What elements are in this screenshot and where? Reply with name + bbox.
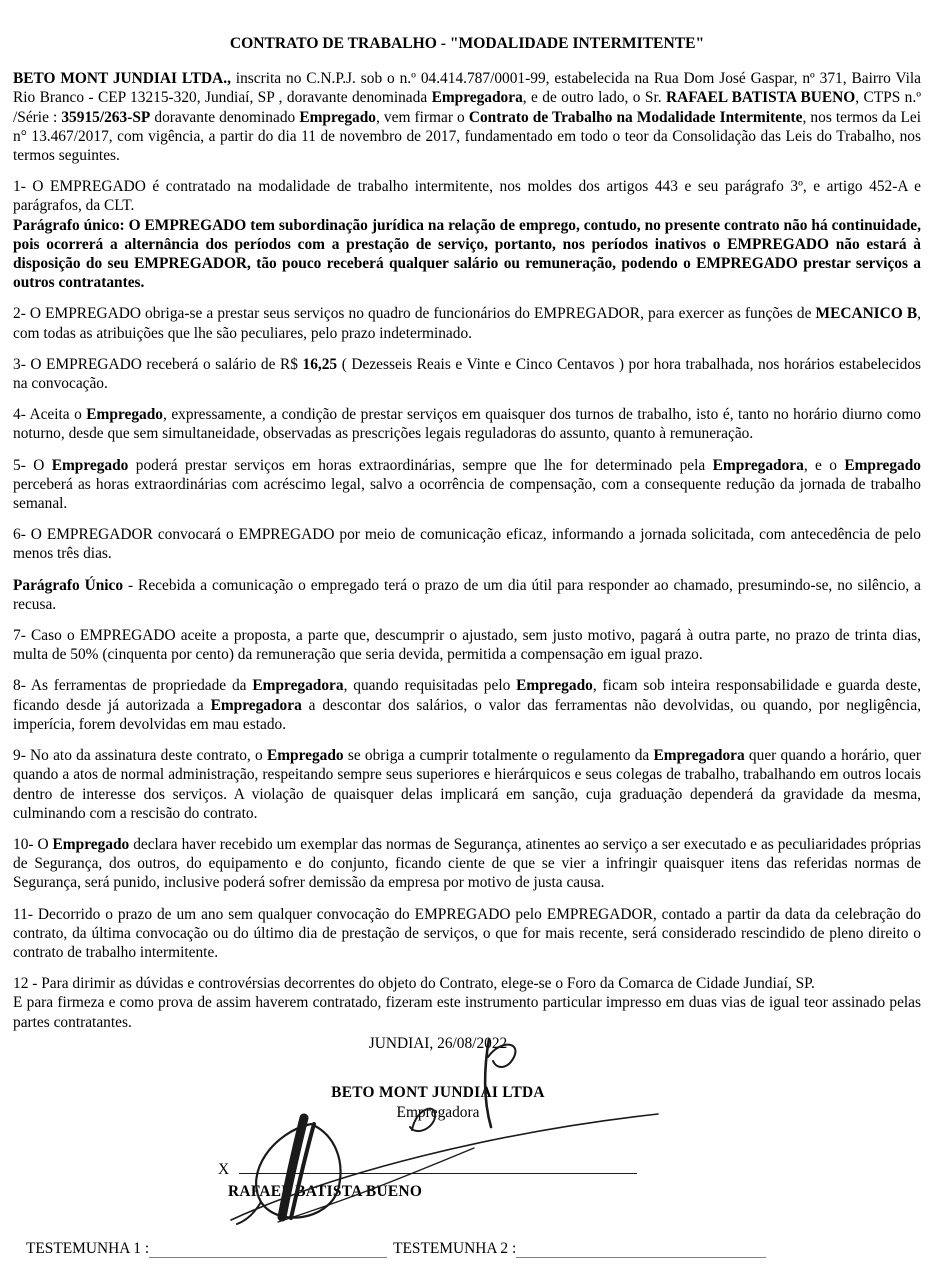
paragraph-clause-6: 6- O EMPREGADOR convocará o EMPREGADO por meio de comunicação eficaz, informando a jornada solicitada, com antecedência de pelo menos três dias.: [13, 526, 921, 563]
paragraph-clause-11: 11- Decorrido o prazo de um ano sem qualquer convocação do EMPREGADO pelo EMPREGADOR, contado a partir da data da celebração do contrato, da última convocação ou do último dia de prestação de serviços, o que for mais recente, será considerado rescindido de pleno direito o contrato de trabalho intermitente.: [13, 905, 921, 961]
paragraph-sole-1: Parágrafo único: O EMPREGADO tem subordinação jurídica na relação de emprego, contudo, no presente contrato não há continuidade, pois ocorrerá a alternância dos períodos com a prestação de serviço, portanto, nos períodos inativos o EMPREGADO não estará à disposição do seu EMPREGADOR, tão pouco receberá qualquer salário ou remuneração, podendo o EMPREGADO prestar serviços a outros contratantes.: [13, 216, 921, 292]
paragraph-clause-4: 4- Aceita o Empregado, expressamente, a condição de prestar serviços em quaisquer dos turnos de trabalho, isto é, tanto no horário diurno como noturno, desde que sem simultaneidade, observadas as prescrições legais reguladoras do assunto, quanto à remuneração.: [13, 406, 921, 443]
paragraph-clause-5: 5- O Empregado poderá prestar serviços em horas extraordinárias, sempre que lhe for determinado pela Empregadora, e o Empregado perceberá as horas extraordinárias com acréscimo legal, salvo a ocorrência de compensação, com a consequente redução da jornada de trabalho semanal.: [13, 456, 921, 513]
employee-name: RAFAEL BATISTA BUENO: [228, 1182, 423, 1200]
paragraph-intro: BETO MONT JUNDIAI LTDA., inscrita no C.N.P.J. sob o n.º 04.414.787/0001-99, estabelecida na Rua Dom José Gaspar, nº 371, Bairro Vila Rio Branco - CEP 13215-320, Jundiaí, SP , doravante denominada Empregadora, e de outro lado, o Sr. RAFAEL BATISTA BUENO, CTPS n.º /Série : 35915/263-SP doravante denominado Empregado, vem firmar o Contrato de Trabalho na Modalidade Intermitente, nos termos da Lei n° 13.467/2017, com vigência, a partir do dia 11 de novembro de 2017, fundamentado em todo o teor da Consolidação das Leis do Trabalho, nos termos seguintes.: [13, 70, 921, 165]
employee-signature-block: [218, 1158, 698, 1200]
paragraph-clause-1: 1- O EMPREGADO é contratado na modalidade de trabalho intermitente, nos moldes dos artigos 443 e seu parágrafo 3º, e artigo 452-A e parágrafos, da CLT.: [13, 178, 921, 215]
employer-company-name: BETO MONT JUNDIAI LTDA: [331, 1083, 545, 1101]
paragraph-clause-3: 3- O EMPREGADO receberá o salário de R$ 16,25 ( Dezesseis Reais e Vinte e Cinco Centavos ) por hora trabalhada, nos horários estabelecidos na convocação.: [13, 355, 922, 393]
paragraph-clause-8: 8- As ferramentas de propriedade da Empregadora, quando requisitadas pelo Empregado, ficam sob inteira responsabilidade e guarda deste, ficando desde já autorizada a Empregadora a descontar dos salários, o valor das ferramentas não devolvidas, ou quando, por negligência, imperícia, forem devolvidas em mau estado.: [13, 677, 921, 733]
paragraph-clause-9: 9- No ato da assinatura deste contrato, o Empregado se obriga a cumprir totalmente o regulamento da Empregadora quer quando a horário, quer quando a atos de normal administração, respeitando sempre seus superiores e hierárquicos e seus colegas de trabalho, trabalhando em outros locais dentro de interesse dos serviços. A violação de quaisquer delas implicará em sanção, cuja graduação dependerá da gravidade da mesma, culminando com a rescisão do contrato.: [13, 747, 921, 822]
signature-x-line: [218, 1158, 698, 1179]
date-line: JUNDIAI, 26/08/2022: [368, 1034, 508, 1052]
witness-row: [26, 1239, 904, 1258]
witness2-line: [516, 1243, 766, 1258]
document-title: CONTRATO DE TRABALHO - "MODALIDADE INTERMITENTE": [229, 35, 705, 52]
paragraph-clause-12: 12 - Para dirimir as dúvidas e controvérsias decorrentes do objeto do Contrato, elege-se o Foro da Comarca de Cidade Jundiaí, SP. E para firmeza e como prova de assim haverem contratado, fizeram este instrumento particular impresso em duas vias de igual teor assinado pelas partes contratantes.: [13, 975, 921, 1031]
closing-section: [13, 1034, 863, 1123]
paragraph-clause-2: 2- O EMPREGADO obriga-se a prestar seus serviços no quadro de funcionários do EMPREGADOR, para exercer as funções de MECANICO B, com todas as atribuições que lhe são peculiares, pelo prazo indeterminado.: [13, 305, 921, 342]
employer-role-label: Empregadora: [396, 1104, 480, 1122]
paragraph-clause-7: 7- Caso o EMPREGADO aceite a proposta, a parte que, descumprir o ajustado, sem justo motivo, pagará à outra parte, no prazo de trinta dias, multa de 50% (cinquenta por cento) da remuneração que seria devida, permitida a compensação em igual prazo.: [13, 627, 921, 664]
paragraph-sole-2: Parágrafo Único - Recebida a comunicação o empregado terá o prazo de um dia útil para responder ao chamado, presumindo-se, no silêncio, a recusa.: [13, 576, 921, 613]
witness1-line: [149, 1243, 387, 1258]
employer-signature-block: [13, 1083, 863, 1122]
employee-signature-line: [239, 1158, 637, 1174]
witness2-label: TESTEMUNHA 2 :: [393, 1239, 517, 1257]
signature-x-label: X: [218, 1161, 230, 1179]
paragraph-clause-10: 10- O Empregado declara haver recebido um exemplar das normas de Segurança, atinentes ao serviço a ser executado e as peculiaridades próprias de Segurança, dos outros, do equipamento e do conjunto, ficando ciente de que se vier a infringir quaisquer itens das referidas normas de Segurança, será punido, inclusive poderá sofrer demissão da empresa por motivo de justa causa.: [13, 835, 921, 892]
witness1-label: TESTEMUNHA 1 :: [26, 1239, 150, 1257]
